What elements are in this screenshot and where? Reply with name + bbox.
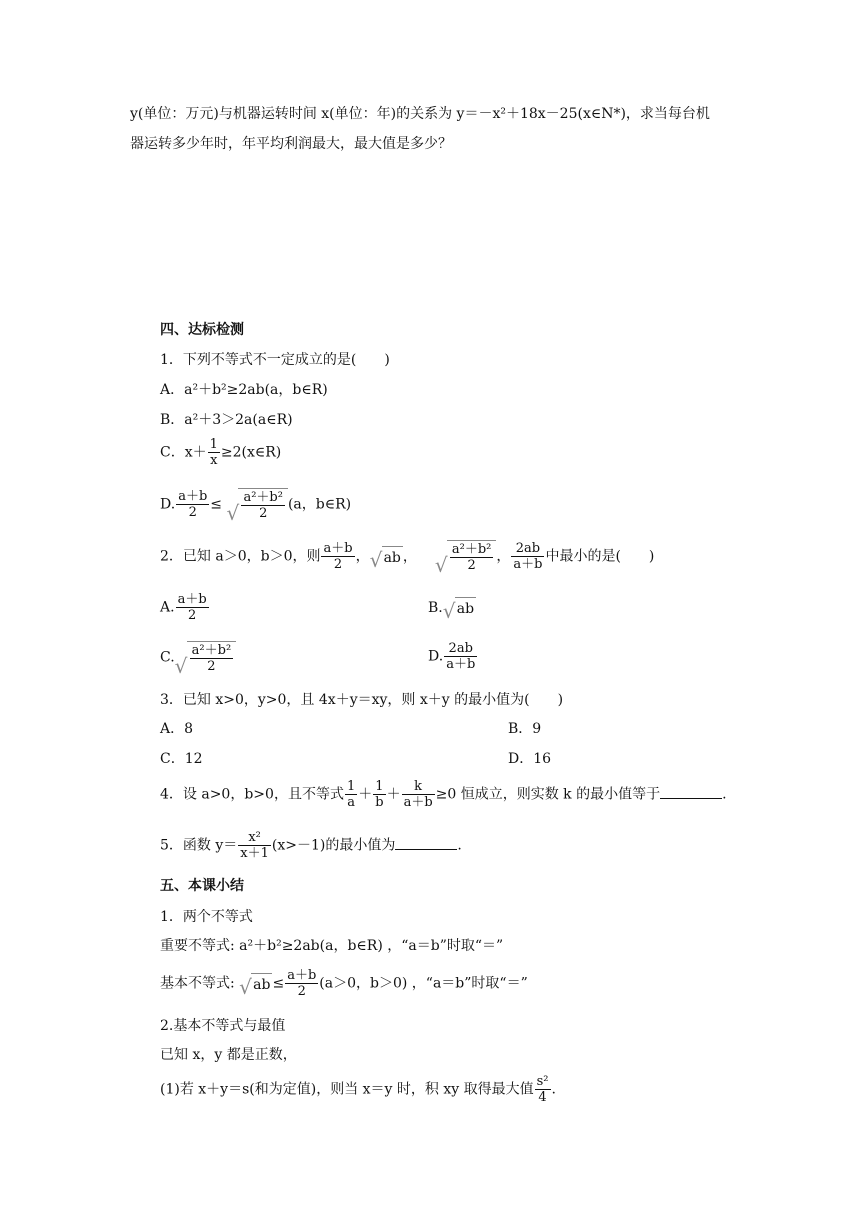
q3-option-b: B．9 [508,721,542,737]
q4-f1-num: 1 [346,779,356,794]
q5-fraction [238,830,271,861]
q1-d-rad-fraction [241,490,285,521]
q2-f3-num: a²＋b² [451,542,492,557]
q2-a-label: A. [160,599,175,616]
q2-f4-num: 2ab [511,541,544,557]
q2-sep3: ， [496,548,511,565]
q2-b-sqrt [442,597,476,623]
q2-c-label: C. [160,649,175,666]
q2-f3 [450,542,494,573]
q2-sep2: ， [402,548,417,565]
q2-sqrt-f3 [434,540,497,577]
basic-le: ≤ [272,975,285,992]
radical-sign-icon: √ [434,553,448,577]
basic-sqrt [239,973,272,999]
q2-c-sqrt [174,641,237,678]
q2-sep1: ， [355,548,370,565]
basic-num: a＋b [287,968,317,983]
point1-fraction [535,1074,551,1105]
q4-plus1: ＋ [358,786,373,803]
point1-end: . [551,1081,556,1098]
q2-stem [160,540,655,577]
q4-prefix: 4．设 a>0，b>0，且不等式 [160,786,344,803]
q2-b-label: B. [428,600,443,616]
q4-f1-den: a [347,795,355,810]
q1-c-num: 1 [209,437,218,452]
q2-option-c [160,641,236,678]
q4-suffix: ≥0 恒成立，则实数 k 的最小值等于 [435,786,661,803]
radical-sign-icon: √ [369,547,383,572]
basic-inequality [160,968,528,999]
q4-f3-num: k [402,779,435,795]
q1-option-a: A．a²＋b²≥2ab(a，b∈R) [160,382,328,398]
q4-f2-den: b [375,795,384,810]
q4-f3-den: a＋b [403,795,433,810]
basic-fraction [285,968,318,999]
q5-answer-blank[interactable] [395,835,457,850]
q2-sqrt-ab [369,546,403,572]
q4-f3 [402,779,435,810]
q4-answer-blank[interactable] [660,784,722,799]
summary-item-1: 1．两个不等式 [160,909,253,925]
q5-end: . [457,837,462,854]
intro-line-2: 器运转多少年时，年平均利润最大，最大值是多少？ [130,136,452,152]
q4-f2-num: 1 [373,779,385,795]
radical-sign-icon: √ [239,974,252,999]
q2-sqrt-ab-body: ab [382,546,403,568]
q5-prefix: 5．函数 y＝ [160,837,238,854]
basic-rad: ab [251,973,272,995]
point1-num: s² [536,1074,549,1089]
important-inequality: 重要不等式: a²＋b²≥2ab(a，b∈R) ，“a＝b”时取“＝” [160,938,504,954]
q2-f1-den: 2 [333,557,343,572]
q3-option-c: C．12 [160,751,203,767]
q1-d-rad-den: 2 [259,506,268,521]
q2-c-den: 2 [207,659,216,674]
q2-d-fraction [444,641,477,672]
q2-f4-den: a＋b [513,557,543,572]
q2-b-rad: ab [455,597,476,619]
q1-d-sqrt [226,488,288,525]
q1-d-fraction [176,489,209,520]
q2-option-b [428,597,476,623]
q1-d-suffix: (a，b∈R) [287,496,352,513]
radical-sign-icon: √ [226,501,240,525]
q2-a-den: 2 [187,608,197,623]
q1-option-c [160,437,281,468]
q2-f1 [321,541,354,572]
section-4-title: 四、达标检测 [160,322,244,338]
q2-d-label: D. [428,648,444,665]
q4 [160,779,727,810]
q5-suffix: (x>－1)的最小值为 [271,837,396,854]
radical-sign-icon: √ [174,654,188,678]
q1-option-d [160,488,352,525]
q1-d-rad-num: a²＋b² [243,490,283,505]
q2-f4 [511,541,544,572]
q4-end: . [722,786,727,803]
q5 [160,830,462,861]
q3-option-a: A．8 [160,721,194,737]
q2-c-fraction [190,643,234,674]
q2-stem-suffix: 中最小的是( ) [545,548,655,565]
point1-den: 4 [538,1090,547,1105]
q4-f1 [345,779,357,810]
q2-c-num: a²＋b² [191,643,232,658]
basic-den: 2 [297,984,306,999]
basic-prefix: 基本不等式: [160,975,240,992]
q1-stem: 1．下列不等式不一定成立的是( ) [160,352,390,368]
q2-a-num: a＋b [177,592,207,607]
q5-den: x＋1 [240,846,269,861]
basic-suffix: (a＞0，b＞0) ，“a＝b”时取“＝” [319,975,528,992]
q5-num: x² [238,830,271,846]
q2-f1-num: a＋b [323,541,353,556]
section-5-title: 五、本课小结 [160,878,244,894]
radical-sign-icon: √ [442,599,456,623]
q1-d-label: D. [160,496,176,513]
q2-option-d [428,641,478,672]
q4-plus2: ＋ [386,786,401,803]
intro-line-1: y(单位：万元)与机器运转时间 x(单位：年)的关系为 y＝－x²＋18x－25(x∈N*)，求当每台机 [130,106,710,122]
q3-option-d: D．16 [508,751,552,767]
q3-stem: 3．已知 x>0，y>0，且 4x＋y＝xy，则 x＋y 的最小值为( ) [160,692,564,708]
point1-prefix: (1)若 x＋y＝s(和为定值)，则当 x＝y 时，积 xy 取得最大值 [160,1081,534,1098]
q1-option-b: B．a²＋3＞2a(a∈R) [160,412,293,428]
point-1 [160,1074,556,1105]
q2-option-a [160,592,210,623]
q1-c-suffix: ≥2(x∈R) [220,444,282,461]
q1-d-le: ≤ [210,496,222,513]
q2-stem-prefix: 2．已知 a＞0，b＞0，则 [160,548,321,565]
q2-d-den: a＋b [446,657,476,672]
q1-d-num: a＋b [178,489,208,504]
q2-a-fraction [176,592,209,623]
q4-f2 [373,779,385,810]
q2-f3-den: 2 [467,558,476,573]
q2-d-num: 2ab [444,641,477,657]
given-text: 已知 x，y 都是正数， [160,1047,297,1063]
q1-c-prefix: C．x＋ [160,444,207,461]
summary-item-2: 2.基本不等式与最值 [160,1018,286,1034]
q1-c-den: x [210,453,218,468]
q1-c-fraction [208,437,220,468]
q1-d-den: 2 [188,505,197,520]
